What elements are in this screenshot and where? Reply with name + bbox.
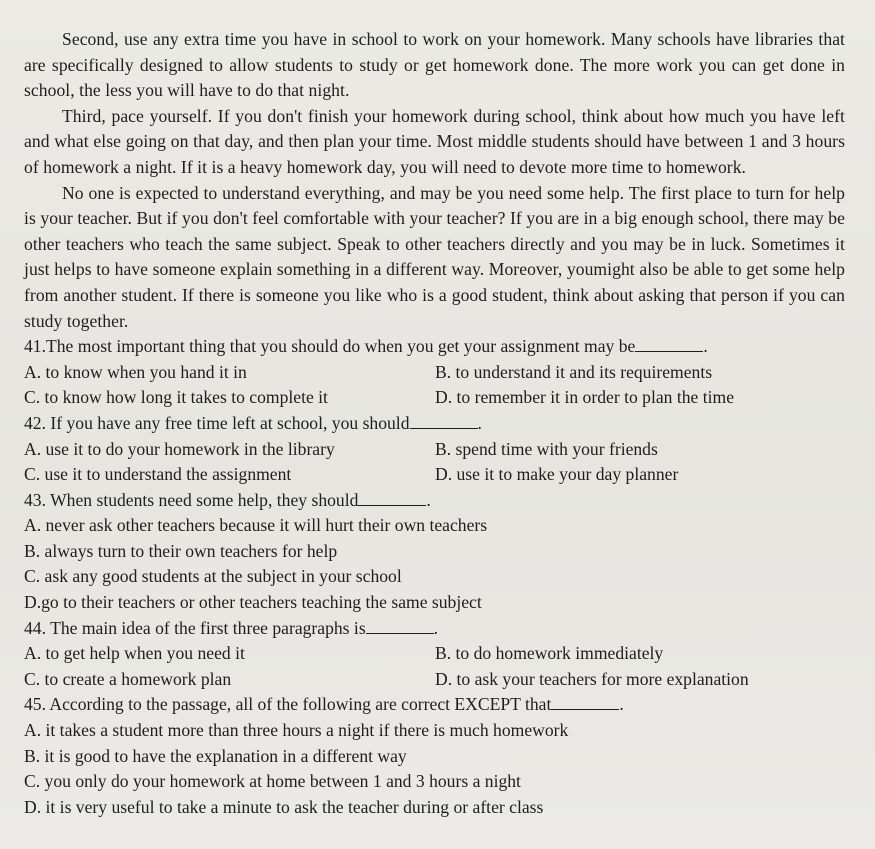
answer-blank — [635, 337, 703, 352]
question-45 — [24, 692, 845, 820]
question-stem-text: 43. When students need some help, they should — [24, 489, 359, 510]
option-a: A. to know when you hand it in — [24, 361, 247, 382]
question-41 — [24, 334, 845, 411]
option-a: A. it takes a student more than three hours a night if there is much homework — [24, 720, 569, 741]
question-42 — [24, 411, 845, 488]
option-c: C. to know how long it takes to complete it — [24, 387, 328, 408]
option-b: B. spend time with your friends — [435, 438, 658, 459]
option-d: D. use it to make your day planner — [435, 464, 679, 485]
answer-options — [24, 437, 845, 488]
answer-blank — [366, 619, 434, 634]
option-a: A. use it to do your homework in the library — [24, 438, 335, 459]
option-d: D. it is very useful to take a minute to ask the teacher during or after class — [24, 796, 544, 817]
question-stem — [24, 334, 845, 360]
passage-paragraph-help: No one is expected to understand everything, and may be you need some help. The first place to turn for help is your teacher. But if you don't feel comfortable with your teacher? If you are in a big enough school, there may be other teachers who teach the same subject. Speak to other teachers directly and you may be in luck. Sometimes it just helps to have someone explain something in a different way. Moreover, youmight also be able to get some help from another student. If there is someone you like who is a good student, think about asking that person if you can study together. — [24, 182, 845, 331]
question-stem-text: 45. According to the passage, all of the following are correct EXCEPT that — [24, 694, 552, 715]
question-stem-end: . — [426, 489, 431, 510]
option-c: C. to create a homework plan — [24, 668, 232, 689]
answer-blank — [551, 695, 619, 710]
answer-options — [24, 641, 845, 692]
answer-options — [24, 360, 845, 411]
question-stem-end: . — [477, 412, 482, 433]
option-b: B. to understand it and its requirements — [435, 361, 713, 382]
option-a: A. to get help when you need it — [24, 643, 245, 664]
question-stem-text: 41.The most important thing that you should do when you get your assignment may be — [24, 336, 636, 357]
question-stem-end: . — [703, 336, 708, 357]
option-b: B. it is good to have the explanation in a different way — [24, 745, 407, 766]
answer-blank — [410, 414, 478, 429]
question-stem-text: 44. The main idea of the first three paragraphs is — [24, 617, 366, 638]
option-a: A. never ask other teachers because it will hurt their own teachers — [24, 515, 488, 536]
question-stem — [24, 488, 845, 514]
option-d: D.go to their teachers or other teachers teaching the same subject — [24, 592, 482, 613]
option-c: C. use it to understand the assignment — [24, 464, 292, 485]
answer-options — [24, 718, 845, 820]
question-stem — [24, 411, 845, 437]
option-c: C. you only do your homework at home between 1 and 3 hours a night — [24, 771, 521, 792]
option-c: C. ask any good students at the subject in your school — [24, 566, 402, 587]
option-b: B. always turn to their own teachers for help — [24, 540, 338, 561]
option-d: D. to ask your teachers for more explanation — [435, 668, 749, 689]
question-stem-end: . — [619, 694, 624, 715]
question-stem-end: . — [433, 617, 439, 638]
passage-paragraph-third: Third, pace yourself. If you don't finish your homework during school, think about how much you have left and what else going on that day, and then plan your time. Most middle students should have between 1 and 3 hours of homework a night. If it is a heavy homework day, you will need to devote more time to homework. — [24, 105, 845, 177]
option-b: B. to do homework immediately — [435, 643, 664, 664]
answer-options — [24, 513, 845, 615]
passage-paragraph-second: Second, use any extra time you have in school to work on your homework. Many schools have libraries that are specifically designed to allow students to study or get homework done. The more work you can get done in school, the less you will have to do that night. — [24, 29, 845, 101]
question-stem — [24, 692, 845, 718]
question-44 — [24, 616, 845, 693]
question-stem — [24, 616, 845, 642]
question-stem-text: 42. If you have any free time left at school, you should — [24, 412, 410, 433]
question-43 — [24, 488, 845, 616]
answer-blank — [358, 491, 426, 506]
option-d: D. to remember it in order to plan the time — [435, 387, 735, 408]
